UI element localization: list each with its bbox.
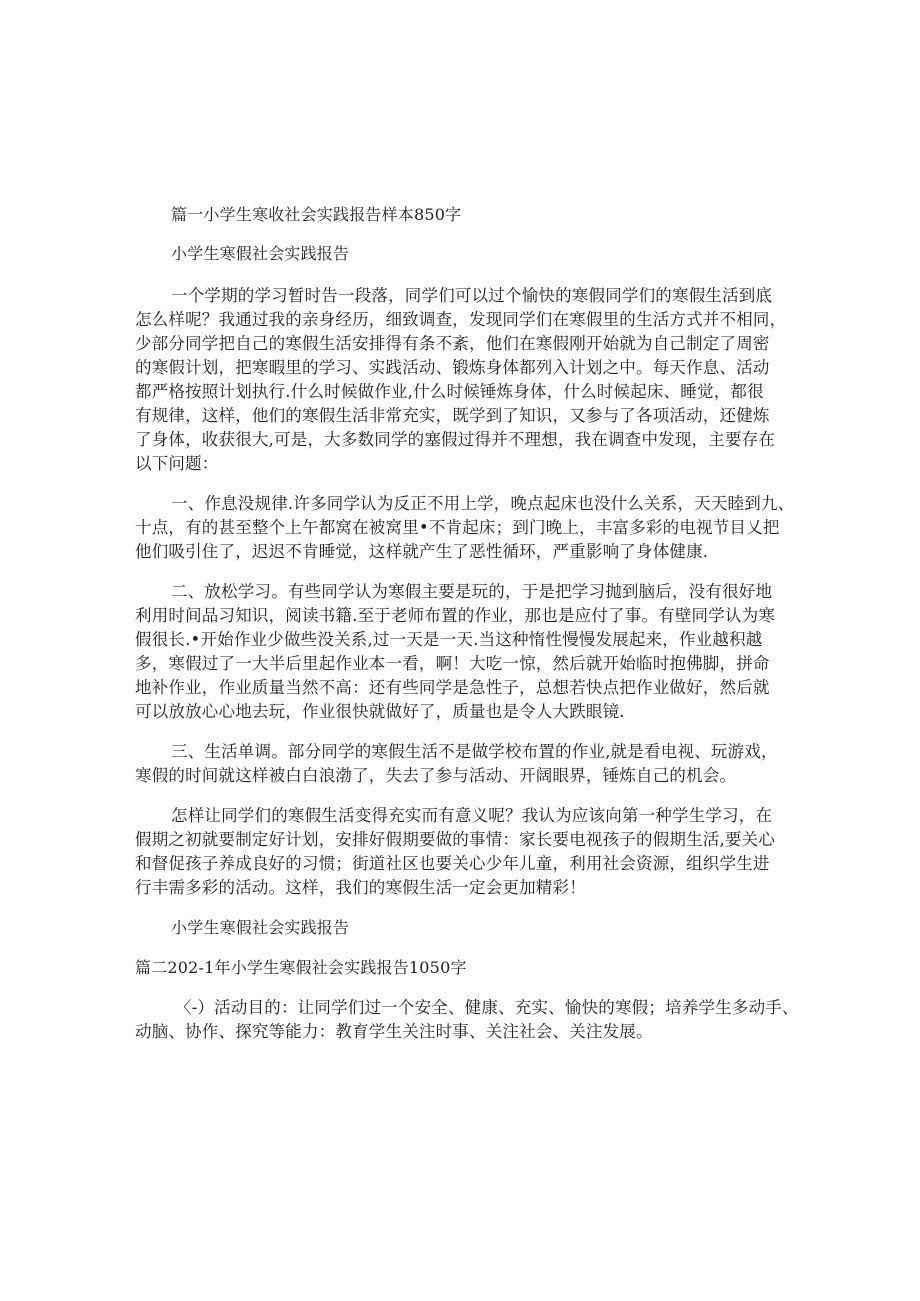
text-line: 一个学期的学习暂时告一段落，同学们可以过个愉快的寒假同学们的寒假生活到底	[171, 286, 773, 305]
text-line: 利用时间品习知识，阅读书籍.至于老师布置的作业，那也是应付了事。有壁同学认为寒	[135, 606, 776, 625]
section-title-1: 篇一小学生寒收社会实践报告样本850字	[171, 205, 462, 224]
text-line: 以下问题：	[135, 454, 219, 473]
text-line: 二、放松学习。有些同学认为寒假主要是玩的，于是把学习抛到脑后，没有很好地	[171, 582, 773, 601]
text-line: 假很长.•开始作业少做些没关系,过一天是一天.当这种惰性慢慢发展起来，作业越积越	[135, 630, 763, 649]
text-line: 的寒假计划，把寒暇里的学习、实践活动、锻炼身体都列入计划之中。每天作息、活动	[135, 358, 770, 377]
text-line: 动脑、协作、探究等能力：教育学生关注时事、关注社会、关注发展。	[135, 1022, 653, 1041]
text-line: 多，寒假过了一大半后里起作业本一看，啊！大吃一惊，然后就开始临时抱佛脚，拼命	[135, 654, 770, 673]
text-line: 和督促孩子养成良好的习惯；街道社区也要关心少年儿童，利用社会资源，组织学生进	[135, 854, 770, 873]
report-subtitle-1: 小学生寒假社会实践报告	[171, 244, 350, 263]
text-line: 他们吸引住了，迟迟不肯睡觉，这样就产生了恶性循环，严重影响了身体健康.	[135, 542, 709, 561]
text-line: 行丰需多彩的活动。这样，我们的寒假生活一定会更加精彩！	[135, 878, 586, 897]
text-line: 假期之初就要制定好计划，安排好假期要做的事情：家长要电视孩子的假期生活,要关心	[135, 830, 776, 849]
text-line: 有规律，这样，他们的寒假生活非常充实，既学到了知识，又参与了各项活动，还健炼	[135, 406, 770, 425]
text-line: 地补作业，作业质量当然不高：还有些同学是急性子，总想若快点把作业做好，然后就	[135, 678, 770, 697]
text-line: 都严格按照计划执行.什么时候做作业,什么时候锤炼身体，什么时候起床、睡觉，都很	[135, 382, 764, 401]
report-subtitle-2: 小学生寒假社会实践报告	[171, 918, 350, 937]
text-line: 寒假的时间就这样被白白浪渤了，失去了参与活动、开阔眼界，锤炼自己的机会。	[135, 766, 737, 785]
text-line: 怎样让同学们的寒假生活变得充实而有意义呢？我认为应该向第一种学生学习，在	[171, 806, 773, 825]
text-line: 三、生活单调。部分同学的寒假生活不是做学校布置的作业,就是看电视、玩游戏，	[171, 742, 778, 761]
text-line: 〈-）活动目的：让同学们过一个安全、健康、充实、愉快的寒假；培养学生多动手、	[175, 998, 799, 1017]
text-line: 怎么样呢？我通过我的亲身经历，细致调查，发现同学们在寒假里的生活方式并不相同，	[135, 310, 787, 329]
text-line: 了身体，收获很大,可是，大多数同学的塞假过得并不理想，我在调查中发现，主要存在	[135, 430, 776, 449]
text-line: 一、作息没规律.许多同学认为反正不用上学，晚点起床也没什么关系，天天睦到九、	[171, 494, 795, 513]
section-title-2: 篇二202-1年小学生寒假社会实践报告1050字	[135, 958, 467, 977]
text-line: 可以放放心心地去玩，作业很快就做好了，质量也是令人大跌眼镜.	[135, 702, 625, 721]
text-line: 少部分同学把自己的寒假生活安排得有条不紊，他们在寒假刚开始就为自己制定了周密	[135, 334, 770, 353]
text-line: 十点，有的甚至整个上午都窝在被窝里•不肯起床；到门晚上，丰富多彩的电视节目乂把	[135, 518, 780, 537]
